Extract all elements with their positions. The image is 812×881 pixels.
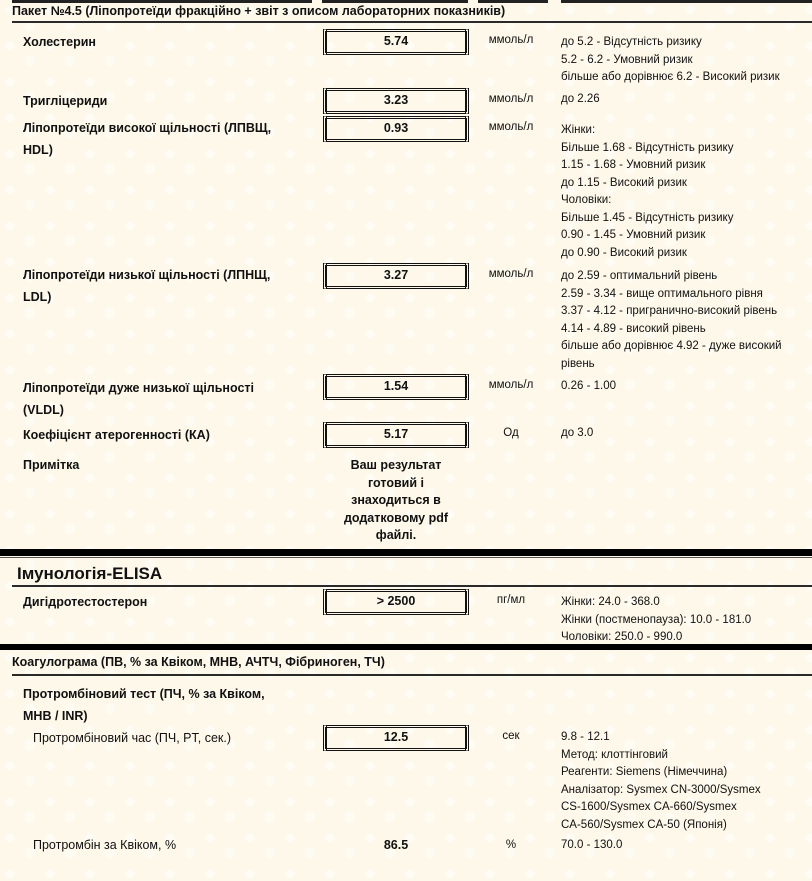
test-value-hdl: 0.93: [323, 116, 469, 142]
package-divider: [12, 21, 812, 23]
ref-line: 2.59 - 3.34 - вище оптимального рівня: [561, 287, 763, 300]
test-ref-cholesterol: [561, 34, 801, 87]
ref-line: 70.0 - 130.0: [561, 839, 623, 851]
test-unit-cholesterol: ммоль/л: [488, 34, 534, 46]
test-ref-quick-prothrombin: [561, 837, 801, 855]
test-unit-prothrombin-time: сек: [502, 730, 520, 742]
ref-line: до 0.90 - Високий ризик: [561, 246, 687, 259]
ref-line: 0.90 - 1.45 - Умовний ризик: [561, 229, 706, 241]
ref-line: 4.14 - 4.89 - високий рівень: [561, 322, 706, 335]
test-name-ldl: [23, 264, 293, 308]
test-value-quick-prothrombin: 86.5: [383, 838, 409, 852]
ref-line: Чоловіки:: [561, 194, 612, 206]
test-value-prothrombin-time: 12.5: [323, 725, 469, 751]
ref-line: CA-560/Sysmex CA-50 (Японія): [561, 818, 727, 831]
ref-line: до 2.59 - оптимальний рівень: [561, 270, 718, 282]
name-line: LDL): [23, 290, 52, 304]
test-value-ldl: 3.27: [323, 263, 469, 289]
test-unit-dihydrotestosterone: пг/мл: [496, 594, 526, 606]
note-line: готовий і: [368, 475, 424, 490]
ref-line: 9.8 - 12.1: [561, 731, 610, 743]
name-line: Протромбіновий тест (ПЧ, % за Квіком,: [23, 687, 265, 701]
test-ref-dihydrotestosterone: [561, 594, 801, 647]
section-divider-elisa: [0, 549, 812, 556]
coag-divider: [12, 674, 812, 676]
test-value-cholesterol: 5.74: [323, 29, 469, 55]
ref-line: Більше 1.68 - Відсутність ризику: [561, 141, 734, 154]
note-text: [323, 457, 469, 545]
test-ref-ldl: [561, 268, 801, 373]
section-title-elisa: Імунологія-ELISA: [17, 564, 163, 583]
top-border-3: [478, 0, 548, 3]
test-unit-atherogenic-coefficient: Од: [503, 427, 519, 439]
ref-line: 5.2 - 6.2 - Умовний ризик: [561, 53, 693, 66]
test-name-vldl: [23, 377, 293, 421]
test-ref-atherogenic-coefficient: [561, 425, 801, 443]
note-line: знаходиться в: [351, 493, 441, 507]
section-title-coag: Коагулограма (ПВ, % за Квіком, МНВ, АЧТЧ, Фібриноген, ТЧ): [12, 655, 385, 669]
test-name-quick-prothrombin: Протромбін за Квіком, %: [33, 838, 177, 852]
note-label: Примітка: [23, 458, 80, 472]
ref-line: більше або дорівнює 6.2 - Високий ризик: [561, 71, 780, 83]
note-line: додатковому pdf: [343, 510, 449, 525]
test-value-dihydrotestosterone: > 2500: [323, 589, 469, 615]
top-border-2: [322, 0, 468, 3]
ref-line: Метод: клоттінговий: [561, 748, 668, 761]
test-name-cholesterol: Холестерин: [23, 35, 96, 49]
ref-line: Жінки: 24.0 - 368.0: [561, 596, 660, 608]
test-ref-triglycerides: [561, 91, 801, 109]
name-line: Ліпопротеїди високої щільності (ЛПВЩ,: [23, 121, 272, 135]
name-line: МНВ / INR): [23, 709, 88, 723]
test-unit-triglycerides: ммоль/л: [488, 93, 534, 105]
test-name-prothrombin-time: Протромбіновий час (ПЧ, PT, сек.): [33, 731, 232, 745]
section-divider-coag: [0, 644, 812, 650]
ref-line: більше або дорівнює 4.92 - дуже високий: [561, 340, 782, 352]
name-line: Ліпопротеїди низької щільності (ЛПНЩ,: [23, 268, 271, 282]
ref-line: Аналізатор: Sysmex CN-3000/Sysmex: [561, 783, 761, 796]
top-border-1: [12, 0, 312, 3]
coag-group-title: [23, 683, 293, 727]
name-line: Ліпопротеїди дуже низької щільності: [23, 381, 254, 395]
ref-line: 1.15 - 1.68 - Умовний ризик: [561, 159, 706, 171]
ref-line: Реагенти: Siemens (Німеччина): [561, 766, 728, 778]
test-name-triglycerides: Тригліцериди: [23, 94, 108, 108]
test-name-atherogenic-coefficient: Коефіцієнт атерогенності (КА): [23, 428, 210, 442]
name-line: (VLDL): [23, 403, 64, 417]
name-line: HDL): [23, 143, 53, 157]
ref-line: до 1.15 - Високий ризик: [561, 176, 687, 189]
ref-line: Чоловіки: 250.0 - 990.0: [561, 631, 683, 643]
test-unit-vldl: ммоль/л: [488, 379, 534, 391]
test-unit-hdl: ммоль/л: [488, 121, 534, 133]
test-unit-ldl: ммоль/л: [488, 268, 534, 280]
ref-line: рівень: [561, 357, 595, 370]
ref-line: Більше 1.45 - Відсутність ризику: [561, 211, 734, 224]
ref-line: 0.26 - 1.00: [561, 380, 616, 392]
note-line: файлі.: [375, 528, 417, 542]
ref-line: CS-1600/Sysmex CA-660/Sysmex: [561, 801, 737, 813]
ref-line: Жінки (постменопауза): 10.0 - 181.0: [561, 613, 752, 626]
test-value-vldl: 1.54: [323, 374, 469, 400]
test-ref-hdl: [561, 122, 801, 262]
ref-line: до 2.26: [561, 93, 600, 105]
top-border-4: [561, 0, 812, 3]
test-name-dihydrotestosterone: Дигідротестостерон: [23, 595, 148, 609]
test-ref-prothrombin-time: [561, 729, 801, 834]
test-value-atherogenic-coefficient: 5.17: [323, 422, 469, 448]
ref-line: 3.37 - 4.12 - пригранично-високий рівень: [561, 305, 778, 317]
test-unit-quick-prothrombin: %: [505, 839, 517, 851]
elisa-top-line: [0, 557, 812, 558]
ref-line: Жінки:: [561, 124, 596, 136]
test-name-hdl: [23, 117, 293, 161]
test-value-triglycerides: 3.23: [323, 88, 469, 114]
note-line: Ваш результат: [350, 458, 442, 472]
ref-line: до 5.2 - Відсутність ризику: [561, 36, 702, 48]
package-title: Пакет №4.5 (Ліпопротеїди фракційно + звіт з описом лабораторних показників): [12, 4, 506, 18]
test-ref-vldl: [561, 378, 801, 396]
ref-line: до 3.0: [561, 427, 594, 439]
elisa-divider: [12, 585, 812, 587]
